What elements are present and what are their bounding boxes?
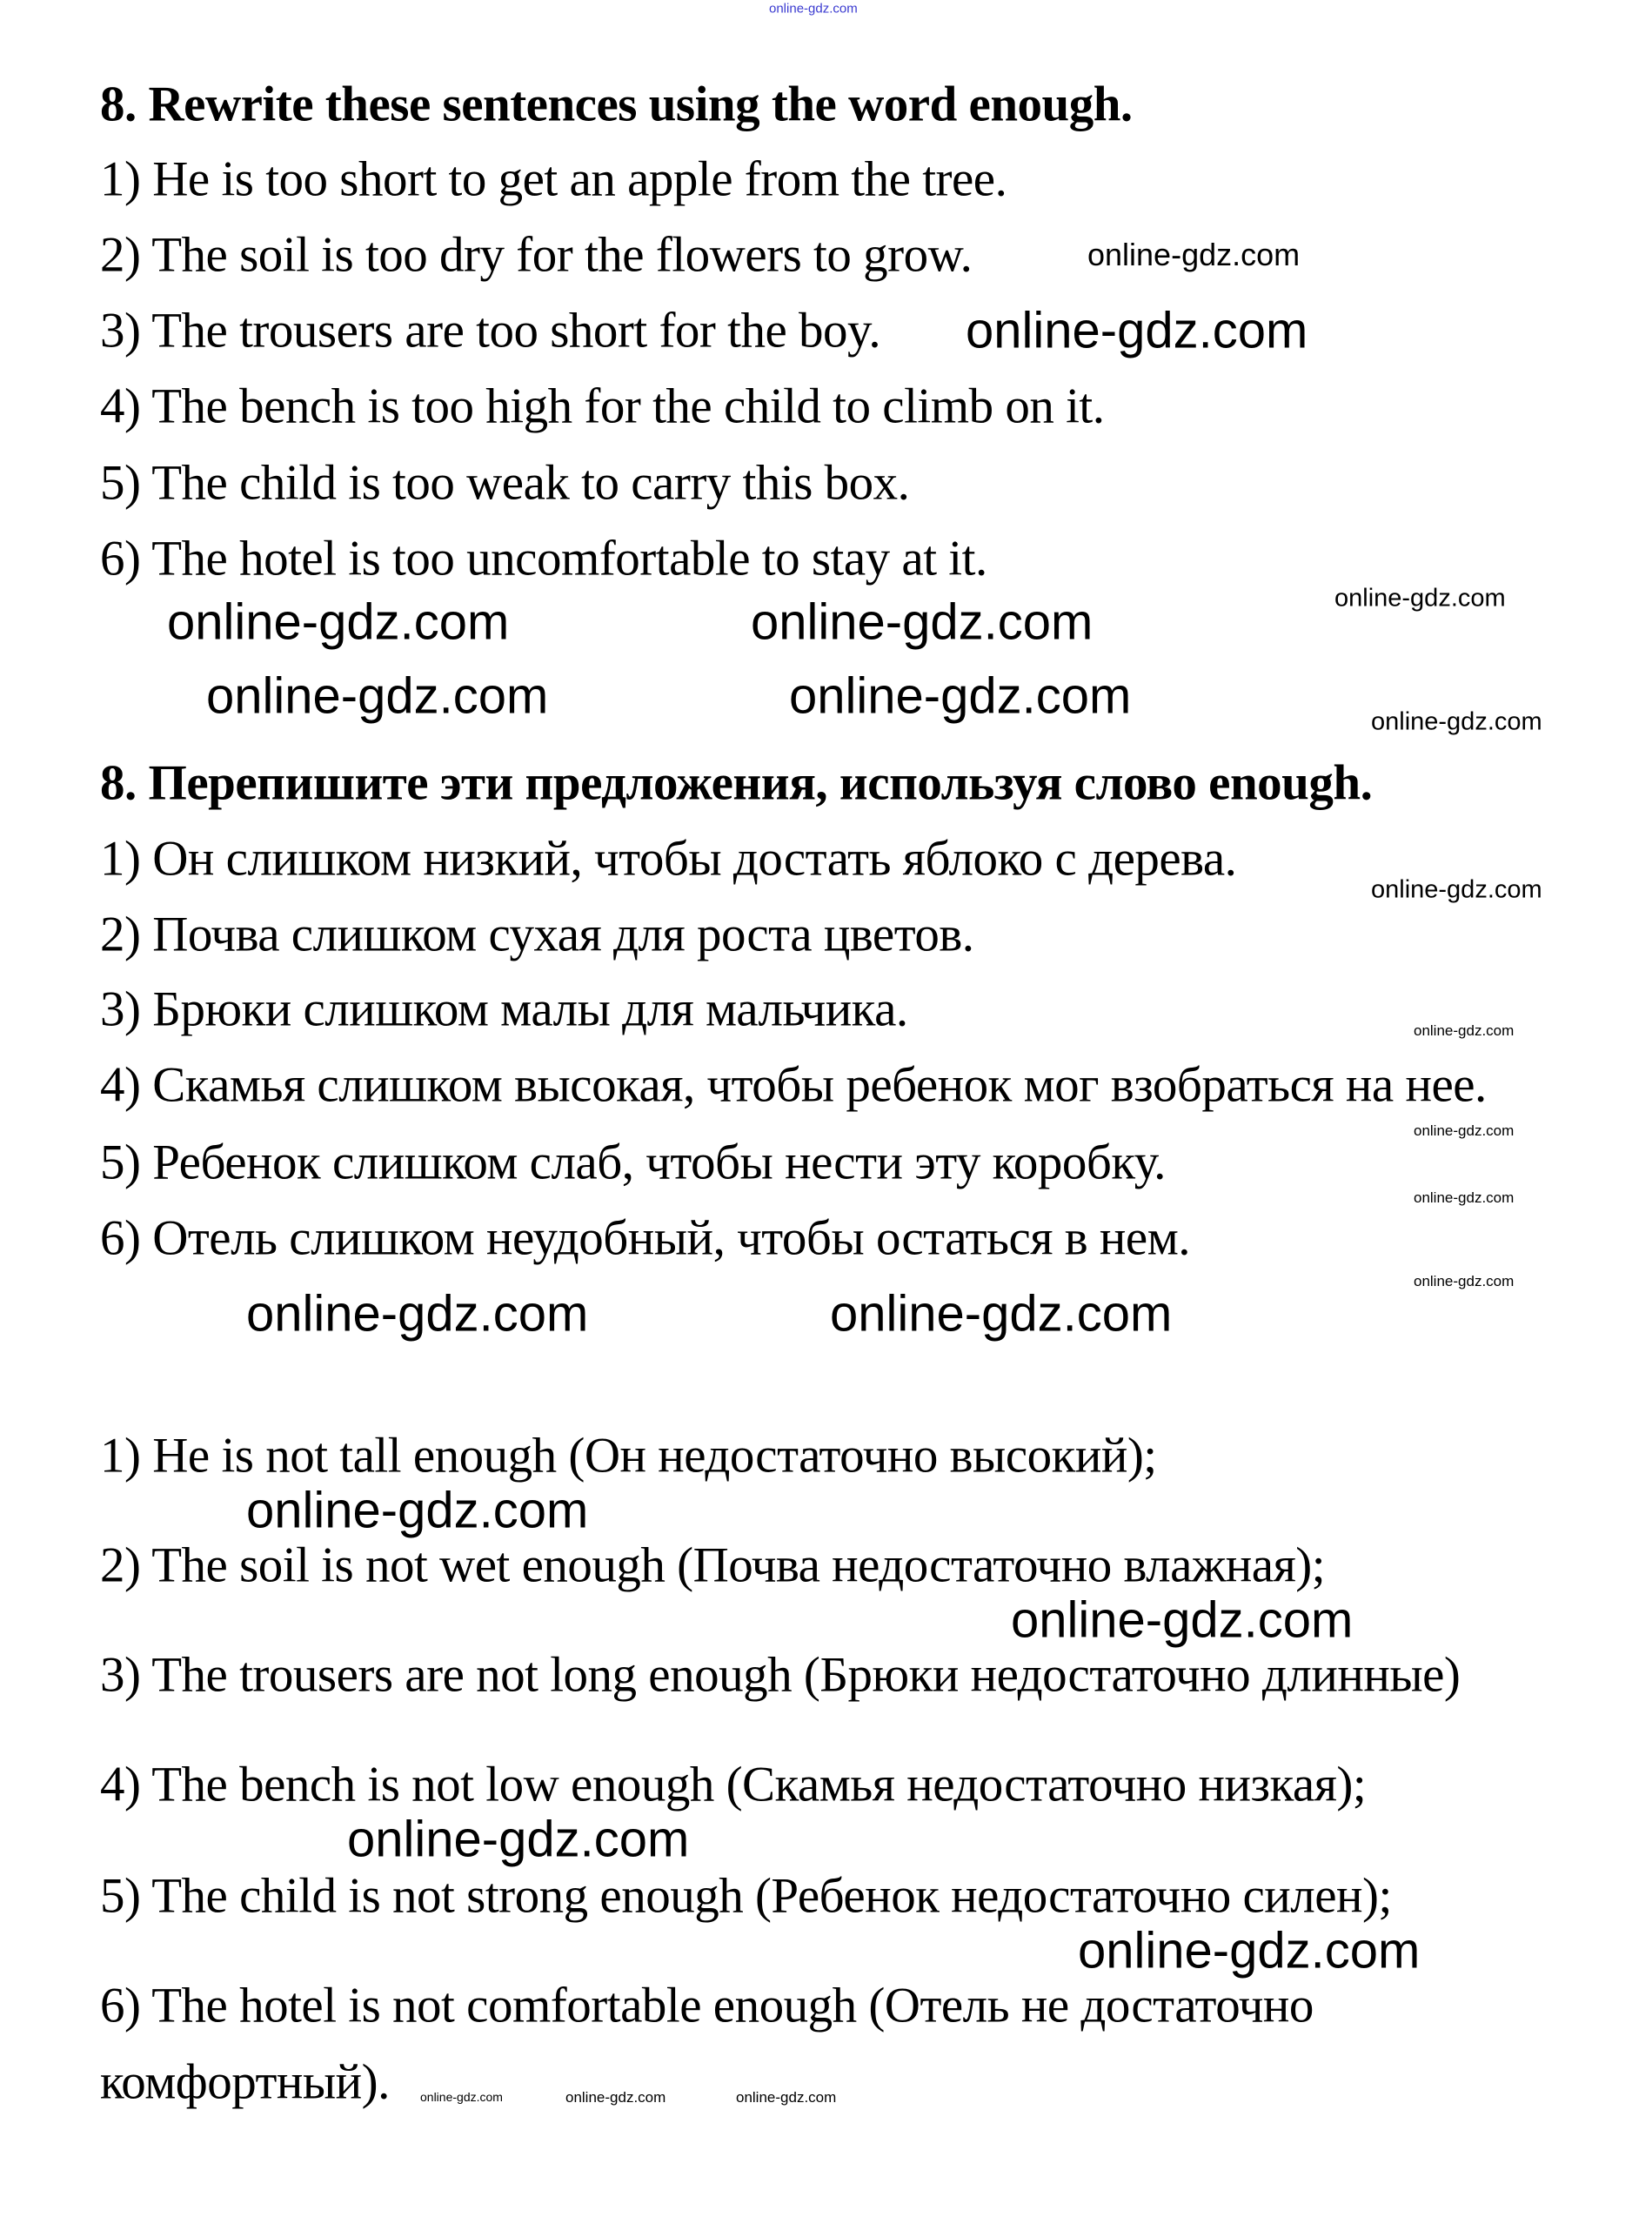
answer-item: 3) The trousers are not long enough (Брюки недостаточно длинные) bbox=[100, 1647, 1461, 1703]
sentence-item: 6) Отель слишком неудобный, чтобы остаться в нем. bbox=[100, 1210, 1191, 1266]
sentence-item: 4) The bench is too high for the child to climb on it. bbox=[100, 378, 1105, 434]
watermark: online-gdz.com bbox=[1414, 1122, 1515, 1139]
watermark: online-gdz.com bbox=[206, 667, 549, 725]
watermark: online-gdz.com bbox=[246, 1285, 589, 1343]
sentence-item: 4) Скамья слишком высокая, чтобы ребенок мог взобраться на нее. bbox=[100, 1057, 1487, 1113]
watermark: online-gdz.com bbox=[751, 593, 1094, 651]
watermark: online-gdz.com bbox=[1414, 1022, 1515, 1039]
watermark: online-gdz.com bbox=[1334, 584, 1506, 613]
watermark: online-gdz.com bbox=[789, 667, 1132, 725]
sentence-item: 1) Он слишком низкий, чтобы достать яблоко с дерева. bbox=[100, 831, 1237, 887]
watermark: online-gdz.com bbox=[1414, 1189, 1515, 1206]
sentence-item: 2) The soil is too dry for the flowers to grow. bbox=[100, 227, 973, 283]
watermark: online-gdz.com bbox=[420, 2090, 503, 2104]
watermark: online-gdz.com bbox=[1078, 1922, 1421, 1979]
sentence-item: 3) Брюки слишком малы для мальчика. bbox=[100, 981, 908, 1037]
header-watermark: online-gdz.com bbox=[769, 1, 858, 17]
watermark: online-gdz.com bbox=[966, 302, 1308, 359]
watermark: online-gdz.com bbox=[1371, 707, 1542, 736]
watermark: online-gdz.com bbox=[246, 1482, 589, 1539]
watermark: online-gdz.com bbox=[167, 593, 510, 651]
watermark: online-gdz.com bbox=[1414, 1273, 1515, 1289]
answer-item: 2) The soil is not wet enough (Почва недостаточно влажная); bbox=[100, 1537, 1326, 1593]
watermark: online-gdz.com bbox=[347, 1811, 690, 1868]
exercise-title-russian: 8. Перепишите эти предложения, используя слово enough. bbox=[100, 755, 1373, 811]
sentence-item: 6) The hotel is too uncomfortable to stay at it. bbox=[100, 531, 987, 586]
exercise-title-english: 8. Rewrite these sentences using the word enough. bbox=[100, 77, 1133, 132]
answer-item: 4) The bench is not low enough (Скамья недостаточно низкая); bbox=[100, 1757, 1367, 1812]
watermark: online-gdz.com bbox=[1011, 1591, 1354, 1649]
watermark: online-gdz.com bbox=[1087, 237, 1301, 272]
sentence-item: 5) Ребенок слишком слаб, чтобы нести эту коробку. bbox=[100, 1135, 1166, 1190]
sentence-item: 1) He is too short to get an apple from the tree. bbox=[100, 151, 1007, 207]
watermark: online-gdz.com bbox=[565, 2089, 666, 2106]
watermark: online-gdz.com bbox=[736, 2089, 837, 2106]
watermark: online-gdz.com bbox=[1371, 875, 1542, 904]
answer-item: 5) The child is not strong enough (Ребенок недостаточно силен); bbox=[100, 1868, 1392, 1924]
answer-item: 1) He is not tall enough (Он недостаточно высокий); bbox=[100, 1428, 1157, 1484]
watermark: online-gdz.com bbox=[830, 1285, 1173, 1343]
sentence-item: 2) Почва слишком сухая для роста цветов. bbox=[100, 907, 974, 962]
answer-item: 6) The hotel is not comfortable enough (Отель не достаточно bbox=[100, 1978, 1314, 2033]
sentence-item: 3) The trousers are too short for the boy. bbox=[100, 303, 881, 358]
sentence-item: 5) The child is too weak to carry this box. bbox=[100, 455, 910, 511]
answer-item: комфортный). bbox=[100, 2054, 390, 2110]
